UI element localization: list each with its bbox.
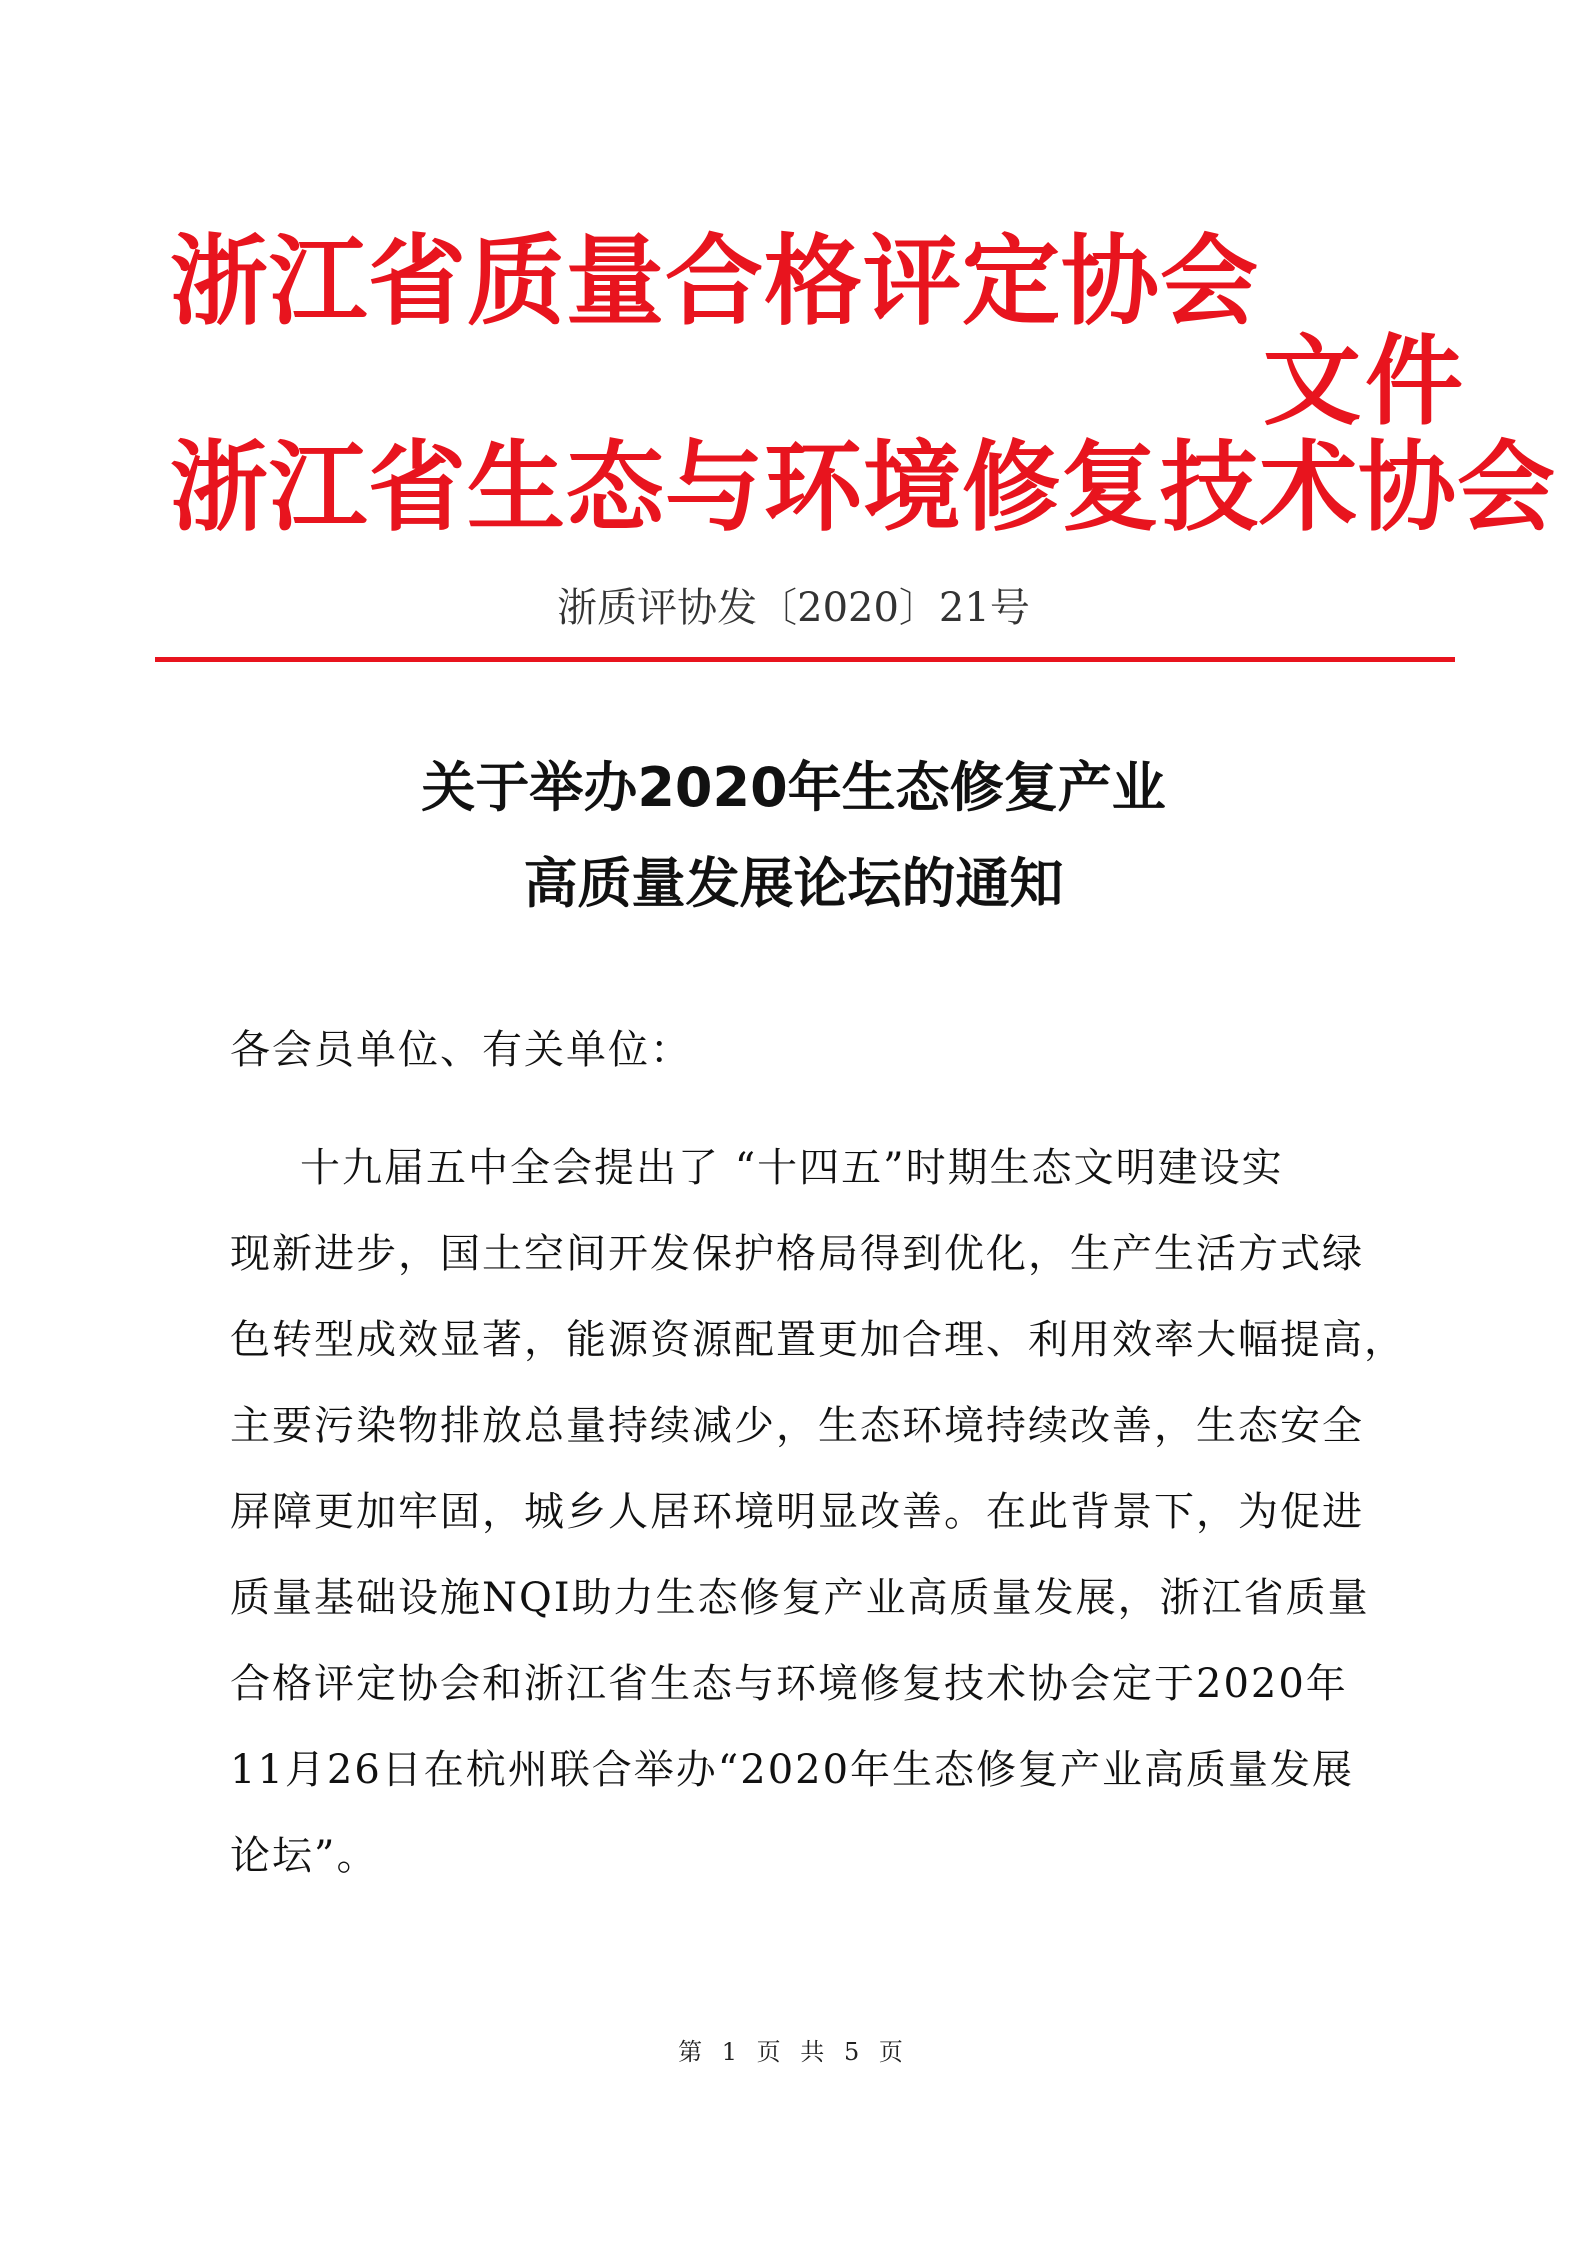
issuing-org-1: 浙江省质量合格评定协会: [170, 225, 1260, 339]
body-paragraph-line: 十九届五中全会提出了 “十四五”时期生态文明建设实: [300, 1145, 1284, 1191]
document-type-label: 文件: [1263, 325, 1468, 439]
page-number-footer: 第 1 页 共 5 页: [678, 2038, 909, 2066]
body-paragraph-line: 现新进步，国土空间开发保护格局得到优化，生产生活方式绿: [230, 1231, 1364, 1277]
salutation: 各会员单位、有关单位：: [230, 1027, 692, 1073]
notice-title-line-2: 高质量发展论坛的通知: [523, 852, 1064, 915]
header-divider: [155, 657, 1455, 662]
body-paragraph-line: 主要污染物排放总量持续减少，生态环境持续改善，生态安全: [230, 1403, 1364, 1449]
body-paragraph-line: 论坛”。: [230, 1833, 379, 1879]
body-paragraph-line: 11月26日在杭州联合举办“2020年生态修复产业高质量发展: [230, 1747, 1355, 1793]
issuing-org-2: 浙江省生态与环境修复技术协会: [170, 431, 1557, 545]
document-number: 浙质评协发〔2020〕21号: [557, 585, 1030, 631]
body-paragraph-line: 合格评定协会和浙江省生态与环境修复技术协会定于2020年: [230, 1661, 1348, 1707]
notice-title-line-1: 关于举办2020年生态修复产业: [421, 756, 1166, 819]
body-paragraph-line: 屏障更加牢固，城乡人居环境明显改善。在此背景下，为促进: [230, 1489, 1364, 1535]
body-paragraph-line: 色转型成效显著，能源资源配置更加合理、利用效率大幅提高，: [230, 1317, 1406, 1363]
body-paragraph-line: 质量基础设施NQI助力生态修复产业高质量发展，浙江省质量: [230, 1575, 1370, 1621]
